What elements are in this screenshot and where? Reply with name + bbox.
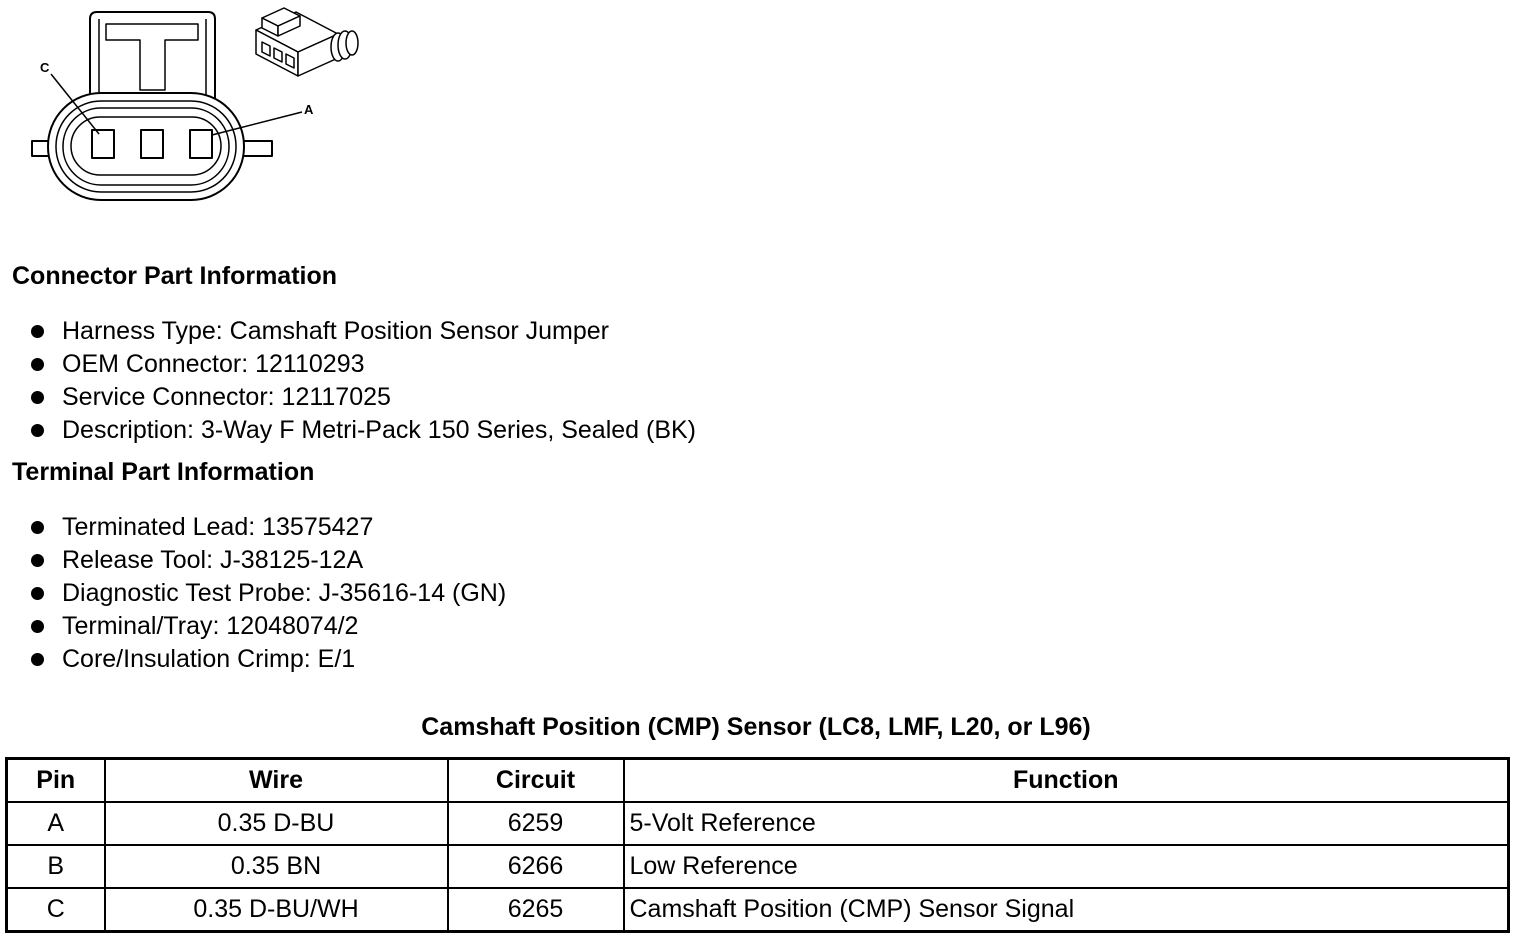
list-item: [0, 381, 696, 414]
bullet-icon: [31, 620, 44, 633]
pinout-table-title: Camshaft Position (CMP) Sensor (LC8, LMF, L20, or L96): [421, 713, 1091, 741]
terminal-info-list: [0, 511, 506, 675]
bullet-icon: [31, 587, 44, 600]
connector-3d-seal: [331, 31, 358, 61]
column-header-pin: Pin: [7, 759, 105, 803]
table-row: [7, 845, 1509, 888]
list-item-text: Terminated Lead: 13575427: [62, 513, 374, 541]
bullet-icon: [31, 554, 44, 567]
wire-cell: 0.35 D-BU/WH: [105, 888, 448, 932]
connector-info-heading: Connector Part Information: [12, 262, 338, 290]
cavity-a: [190, 130, 212, 158]
connector-end-view: [32, 12, 272, 200]
list-item-text: Description: 3-Way F Metri-Pack 150 Series, Sealed (BK): [62, 416, 697, 444]
pin-cell: C: [7, 888, 105, 932]
list-item: [0, 511, 506, 544]
bullet-icon: [31, 521, 44, 534]
list-item-text: Core/Insulation Crimp: E/1: [62, 645, 356, 673]
list-item: [0, 577, 506, 610]
list-item-text: Terminal/Tray: 12048074/2: [62, 612, 359, 640]
bullet-icon: [31, 358, 44, 371]
list-item: [0, 643, 506, 675]
function-cell: Camshaft Position (CMP) Sensor Signal: [624, 888, 1509, 932]
bullet-icon: [31, 653, 44, 666]
list-item: [0, 348, 696, 381]
connector-latch: [90, 12, 215, 98]
list-item: [0, 544, 506, 577]
list-item-text: Diagnostic Test Probe: J-35616-14 (GN): [62, 579, 507, 607]
wire-cell: 0.35 D-BU: [105, 802, 448, 845]
terminal-info-heading: Terminal Part Information: [12, 458, 315, 486]
column-header-function: Function: [624, 759, 1509, 803]
column-header-circuit: Circuit: [448, 759, 624, 803]
circuit-cell: 6259: [448, 802, 624, 845]
list-item: [0, 610, 506, 643]
circuit-cell: 6266: [448, 845, 624, 888]
bullet-icon: [31, 424, 44, 437]
pin-cell: B: [7, 845, 105, 888]
connector-diagram: [0, 0, 380, 210]
pin-label-c: C: [40, 60, 50, 75]
function-cell: 5-Volt Reference: [624, 802, 1509, 845]
bullet-icon: [31, 391, 44, 404]
table-row: [7, 888, 1509, 932]
connector-3d-illustration: [256, 8, 358, 76]
list-item-text: Release Tool: J-38125-12A: [62, 546, 364, 574]
list-item-text: Harness Type: Camshaft Position Sensor Jumper: [62, 317, 610, 345]
list-item-text: Service Connector: 12117025: [62, 383, 391, 411]
cavity-b: [141, 130, 163, 158]
cavity-c: [92, 130, 114, 158]
pin-cell: A: [7, 802, 105, 845]
connector-info-list: [0, 315, 696, 447]
table-header-row: [7, 759, 1509, 803]
wire-cell: 0.35 BN: [105, 845, 448, 888]
circuit-cell: 6265: [448, 888, 624, 932]
table-row: [7, 802, 1509, 845]
right-lock-ear: [242, 141, 272, 156]
list-item: [0, 315, 696, 348]
list-item-text: OEM Connector: 12110293: [62, 350, 365, 378]
list-item: [0, 414, 696, 447]
column-header-wire: Wire: [105, 759, 448, 803]
pinout-table: [5, 757, 1510, 933]
function-cell: Low Reference: [624, 845, 1509, 888]
pin-label-a: A: [304, 102, 314, 117]
bullet-icon: [31, 325, 44, 338]
